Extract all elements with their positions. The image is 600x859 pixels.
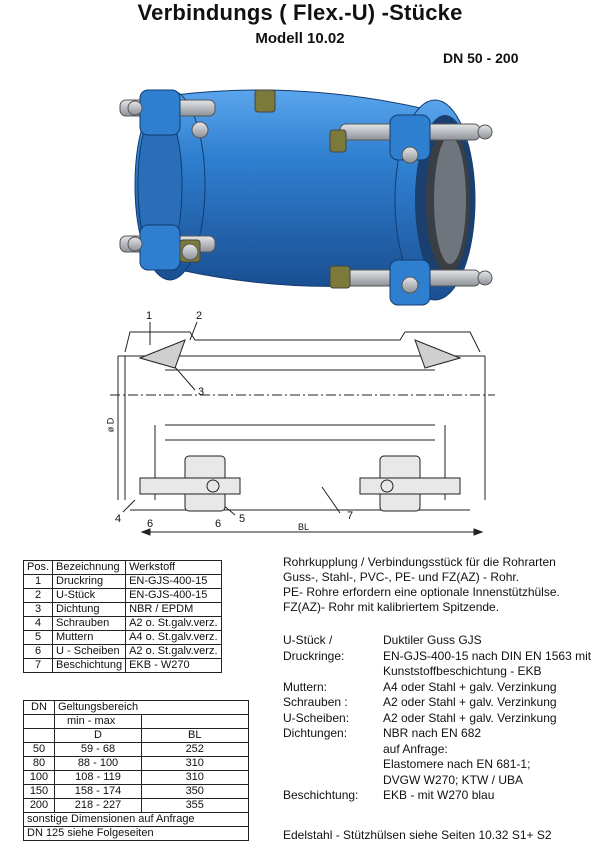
header-pos: Pos. (24, 561, 53, 575)
table-row (24, 659, 222, 673)
callout-4: 4 (115, 513, 122, 525)
dn-range: DN 50 - 200 (443, 50, 519, 66)
cell-range: 88 - 100 (55, 757, 142, 771)
cell-pos: 4 (24, 617, 53, 631)
cell-range: 59 - 68 (55, 743, 142, 757)
header-bezeichnung: Bezeichnung (53, 561, 126, 575)
note-other-dimensions: sonstige Dimensionen auf Anfrage (24, 813, 249, 827)
table-row (24, 575, 222, 589)
cell-bl: 310 (142, 757, 249, 771)
cell-bl: 310 (142, 771, 249, 785)
property-label: U-Scheiben: (283, 710, 350, 725)
cell-dn: 80 (24, 757, 55, 771)
cell-range: 218 - 227 (55, 799, 142, 813)
property-label: Muttern: (283, 679, 328, 694)
header-geltungsbereich: Geltungsbereich (55, 701, 142, 715)
property-label: U-Stück / (283, 633, 333, 647)
table-header-row (24, 729, 249, 743)
dimension-d-label: ø D (105, 417, 116, 433)
cell-material: EN-GJS-400-15 (126, 589, 221, 603)
table-row (24, 757, 249, 771)
parts-table (23, 560, 222, 673)
property-value: Duktiler Guss GJS (383, 633, 482, 647)
header-werkstoff: Werkstoff (126, 561, 221, 575)
property-value: auf Anfrage: (383, 741, 448, 756)
property-value: A2 oder Stahl + galv. Verzinkung (383, 710, 557, 725)
footer-note: Edelstahl - Stützhülsen siehe Seiten 10.32 S1+ S2 (283, 828, 552, 842)
description-line: FZ(AZ)- Rohr mit kalibriertem Spitzende. (283, 600, 500, 614)
table-header-row (24, 715, 249, 729)
property-value: NBR nach EN 682 (383, 726, 482, 740)
property-value: A2 oder Stahl + galv. Verzinkung (383, 695, 557, 709)
cell-pos: 1 (24, 575, 53, 589)
cell-dn: 150 (24, 785, 55, 799)
dimensions-table (23, 700, 249, 841)
callout-7: 7 (347, 510, 354, 522)
table-note-row (24, 827, 249, 841)
property-value: EN-GJS-400-15 nach DIN EN 1563 mit (383, 648, 592, 663)
cell-range: 108 - 119 (55, 771, 142, 785)
cell-material: A4 o. St.galv.verz. (126, 631, 221, 645)
cell-material: EN-GJS-400-15 (126, 575, 221, 589)
cell-material: A2 o. St.galv.verz. (126, 617, 221, 631)
table-header-row (24, 701, 249, 715)
cell-range: 158 - 174 (55, 785, 142, 799)
callout-3: 3 (198, 386, 205, 398)
table-row (24, 603, 222, 617)
cell-name: Beschichtung (53, 659, 126, 673)
table-row (24, 799, 249, 813)
model-subtitle: Modell 10.02 (255, 30, 345, 47)
table-row (24, 645, 222, 659)
page-title: Verbindungs ( Flex.-U) -Stücke (137, 0, 463, 25)
header-d: D (55, 729, 142, 743)
callout-1: 1 (146, 310, 153, 322)
cell-pos: 3 (24, 603, 53, 617)
callout-2: 2 (196, 310, 203, 322)
header-min-max: min - max (55, 715, 142, 729)
description-line: Rohrkupplung / Verbindungsstück für die Rohrarten (283, 555, 556, 569)
table-header-row (24, 561, 222, 575)
cell-name: Schrauben (53, 617, 126, 631)
cell-name: Dichtung (53, 603, 126, 617)
property-value: DVGW W270; KTW / UBA (383, 772, 524, 787)
cell-name: U-Stück (53, 589, 126, 603)
table-row (24, 631, 222, 645)
table-row (24, 617, 222, 631)
property-value: EKB - mit W270 blau (383, 788, 495, 802)
cell-dn: 50 (24, 743, 55, 757)
callout-6a: 6 (147, 518, 154, 530)
dimension-bl-label: BL (298, 522, 310, 532)
cell-material: EKB - W270 (126, 659, 221, 673)
cell-bl: 350 (142, 785, 249, 799)
description-line: Guss-, Stahl-, PVC-, PE- und FZ(AZ) - Rohr. (283, 570, 520, 584)
property-label: Beschichtung: (283, 788, 359, 802)
description-line: PE- Rohre erfordern eine optionale Innenstützhülse. (283, 585, 560, 599)
property-value: A4 oder Stahl + galv. Verzinkung (383, 679, 557, 694)
property-value: Elastomere nach EN 681-1; (383, 757, 531, 771)
note-dn125: DN 125 siehe Folgeseiten (24, 827, 249, 841)
callout-5: 5 (239, 513, 246, 525)
cell-pos: 5 (24, 631, 53, 645)
table-row (24, 743, 249, 757)
header-dn: DN (24, 701, 55, 715)
description-block (283, 555, 583, 615)
property-label: Druckringe: (283, 648, 345, 663)
cell-name: Druckring (53, 575, 126, 589)
cell-name: U - Scheiben (53, 645, 126, 659)
cell-bl: 252 (142, 743, 249, 757)
table-row (24, 771, 249, 785)
property-label: Schrauben : (283, 695, 348, 709)
callout-6b: 6 (215, 518, 222, 530)
cell-dn: 100 (24, 771, 55, 785)
cell-bl: 355 (142, 799, 249, 813)
cell-pos: 6 (24, 645, 53, 659)
table-row (24, 589, 222, 603)
table-row (24, 785, 249, 799)
cell-dn: 200 (24, 799, 55, 813)
property-value: Kunststoffbeschichtung - EKB (383, 664, 542, 678)
table-note-row (24, 813, 249, 827)
property-label: Dichtungen: (283, 726, 348, 740)
cell-pos: 2 (24, 589, 53, 603)
cell-name: Muttern (53, 631, 126, 645)
cell-pos: 7 (24, 659, 53, 673)
cell-material: NBR / EPDM (126, 603, 221, 617)
header-bl: BL (142, 729, 249, 743)
cell-material: A2 o. St.galv.verz. (126, 645, 221, 659)
